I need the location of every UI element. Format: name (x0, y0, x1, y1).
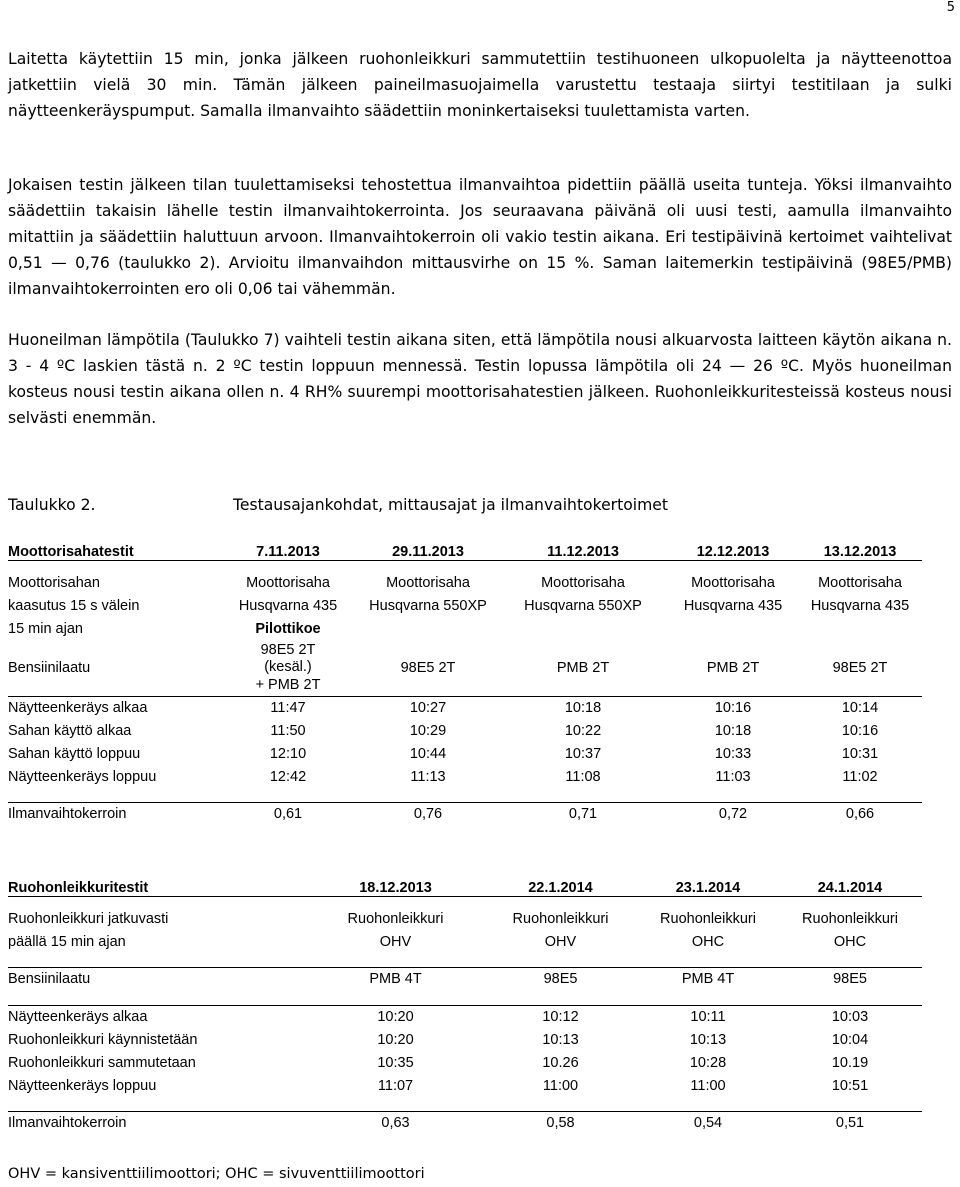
table-row (8, 617, 922, 640)
table-cell: 0,54 (638, 1112, 778, 1135)
table-row (8, 930, 922, 953)
row-label: 15 min ajan (8, 620, 83, 637)
paragraph-2: Jokaisen testin jälkeen tilan tuulettamiseksi tehostettua ilmanvaihtoa pidettiin päällä useita tunteja. Yöksi ilmanvaihto säädettiin takaisin lähelle testin ilmanvaihtokerrointa. Jos seuraavana päivänä oli uusi testi, aamulla ilmanvaihto mitattiin ja säädettiin haluttuun arvoon. Ilmanvaihtokerroin oli vakio testin aikana. Eri testipäivinä kertoimet vaihtelivat 0,51 — 0,76 (taulukko 2). Arvioitu ilmanvaihdon mittausvirhe on 15 %. Saman laitemerkin testipäivinä (98E5/PMB) ilmanvaihtokerrointen ero oli 0,06 tai vähemmän. (8, 176, 952, 298)
row-label: Moottorisahan (8, 574, 100, 591)
table-cell: 0,58 (483, 1112, 638, 1135)
table-cell: 10:44 (409, 745, 447, 762)
table-cell: 11:50 (270, 722, 306, 739)
table-cell: 98E5 (778, 968, 922, 991)
row-label: Ruohonleikkuri käynnistetään (8, 1031, 198, 1048)
table-cell: 10.19 (831, 1054, 869, 1071)
table-cell: 10:37 (564, 745, 602, 762)
chainsaw-header-label: Moottorisahatestit (8, 540, 218, 561)
table-row (8, 907, 922, 930)
fuel-line: (kesäl.) (264, 659, 312, 675)
table-row (8, 1005, 922, 1028)
chainsaw-date: 7.11.2013 (218, 540, 358, 561)
table-cell: 10:35 (377, 1054, 414, 1071)
table-cell: Ruohonleikkuri (512, 910, 609, 927)
table-cell: OHV (379, 933, 412, 950)
mower-date: 23.1.2014 (638, 876, 778, 897)
chainsaw-date: 29.11.2013 (358, 540, 498, 561)
table-cell: Moottorisaha (691, 574, 775, 591)
table-cell: 10:13 (689, 1031, 727, 1048)
table-cell: Ruohonleikkuri (660, 910, 756, 927)
table-cell: PMB 4T (638, 968, 778, 991)
table-cell: 0,71 (498, 803, 668, 826)
table-footnote: OHV = kansiventtiilimoottori; OHC = sivuventtiilimoottori (8, 1166, 425, 1182)
mower-date: 18.12.2013 (308, 876, 483, 897)
page-number: 5 (946, 0, 955, 15)
table-cell: 10:20 (308, 1005, 483, 1028)
chainsaw-date: 11.12.2013 (498, 540, 668, 561)
table-cell: 10:16 (841, 722, 879, 739)
row-label: Näytteenkeräys alkaa (8, 1005, 308, 1028)
table-row (8, 765, 922, 788)
row-label: Ruohonleikkuri sammutetaan (8, 1054, 196, 1071)
table-cell: 11:08 (565, 768, 601, 785)
table-cell: 12:10 (269, 745, 307, 762)
paragraph-1: Laitetta käytettiin 15 min, jonka jälkeen ruohonleikkuri sammutettiin testihuoneen ulkopuolelta ja näytteenottoa jatkettiin vielä 30 min. Tämän jälkeen paineilmasuojaimella varustettu testaaja siirtyi testitilaan ja sulki näytteenkeräyspumput. Samalla ilmanvaihto säädettiin moninkertaiseksi tuulettamista varten. (8, 50, 952, 120)
table-cell: 0,66 (798, 803, 922, 826)
row-label: kaasutus 15 s välein (8, 597, 140, 614)
row-label: Ruohonleikkuri jatkuvasti (8, 910, 169, 927)
chainsaw-tests-table (8, 540, 922, 826)
row-label: Sahan käyttö loppuu (8, 745, 141, 762)
table-title: Testausajankohdat, mittausajat ja ilmanvaihtokertoimet (233, 496, 668, 514)
table-row (8, 719, 922, 742)
table-cell: 0,51 (778, 1112, 922, 1135)
table-cell: 10:03 (778, 1005, 922, 1028)
row-label: Ilmanvaihtokerroin (8, 803, 218, 826)
table-cell: Husqvarna 435 (810, 597, 910, 614)
table-cell: 10:28 (689, 1054, 727, 1071)
table-cell: 10:12 (483, 1005, 638, 1028)
chainsaw-date: 12.12.2013 (668, 540, 798, 561)
mower-header-label: Ruohonleikkuritestit (8, 876, 308, 897)
table-cell: PMB 4T (308, 968, 483, 991)
table-cell: OHC (833, 933, 867, 950)
table-cell: 10:33 (714, 745, 752, 762)
row-label: Bensiinilaatu (8, 659, 91, 676)
row-label: Näytteenkeräys loppuu (8, 768, 157, 785)
table-cell: 10:31 (841, 745, 879, 762)
table-row (8, 1074, 922, 1097)
table-cell: PMB 2T (706, 659, 760, 676)
table-cell: 98E5 2T (832, 659, 888, 676)
fuel-line: + PMB 2T (255, 676, 321, 693)
row-label: Bensiinilaatu (8, 968, 308, 991)
table-cell: Ruohonleikkuri (802, 910, 898, 927)
chainsaw-header-row (8, 540, 922, 561)
table-cell: Husqvarna 435 (683, 597, 783, 614)
table-cell: 11:07 (377, 1077, 414, 1094)
table-cell: 0,61 (218, 803, 358, 826)
row-label: Näytteenkeräys alkaa (8, 696, 218, 719)
table-cell: 10:18 (498, 696, 668, 719)
table-cell: 10:11 (638, 1005, 778, 1028)
table-cell: 10:16 (668, 696, 798, 719)
table-cell: OHV (544, 933, 577, 950)
table-row (8, 1051, 922, 1074)
table-cell: 98E5 2T (400, 659, 456, 676)
table-cell: Moottorisaha (541, 574, 625, 591)
chainsaw-date: 13.12.2013 (798, 540, 922, 561)
table-cell: 11:02 (842, 768, 878, 785)
table-cell: 98E5 (483, 968, 638, 991)
row-label: päällä 15 min ajan (8, 933, 126, 950)
table-cell: 0,76 (358, 803, 498, 826)
table-cell: PMB 2T (556, 659, 610, 676)
table-cell: Ruohonleikkuri (347, 910, 444, 927)
mower-header-row (8, 876, 922, 897)
table-cell: 10:04 (831, 1031, 869, 1048)
table-cell: 10:22 (564, 722, 602, 739)
table-cell: 11:03 (715, 768, 751, 785)
table-cell: 11:00 (542, 1077, 579, 1094)
mower-date: 24.1.2014 (778, 876, 922, 897)
table-cell: Husqvarna 435 (238, 597, 338, 614)
table-cell: Husqvarna 550XP (369, 597, 487, 614)
table-row (8, 1028, 922, 1051)
table-cell: 11:13 (410, 768, 446, 785)
row-label: Sahan käyttö alkaa (8, 722, 132, 739)
mower-tests-table (8, 876, 922, 1135)
mower-date: 22.1.2014 (483, 876, 638, 897)
pilot-test-label: Pilottikoe (255, 620, 321, 637)
table-cell: 11:47 (218, 696, 358, 719)
table-cell: Moottorisaha (246, 574, 330, 591)
table-cell: 10:27 (358, 696, 498, 719)
fuel-cell-multiline (218, 640, 358, 696)
table-row (8, 696, 922, 719)
table-row (8, 640, 922, 696)
table-cell: OHC (691, 933, 725, 950)
table-cell: 10.26 (542, 1054, 579, 1071)
table-cell: Moottorisaha (386, 574, 470, 591)
table-row (8, 1112, 922, 1135)
table-cell: 10:14 (798, 696, 922, 719)
table-cell: 10:18 (714, 722, 752, 739)
table-cell: 10:20 (377, 1031, 414, 1048)
table-row (8, 803, 922, 826)
table-cell: Husqvarna 550XP (524, 597, 642, 614)
row-label: Ilmanvaihtokerroin (8, 1112, 308, 1135)
table-row (8, 742, 922, 765)
table-cell: 10:13 (542, 1031, 579, 1048)
table-cell: 11:00 (690, 1077, 726, 1094)
table-label: Taulukko 2. (8, 496, 96, 514)
fuel-line: 98E5 2T (260, 641, 316, 658)
table-row (8, 594, 922, 617)
row-label: Näytteenkeräys loppuu (8, 1077, 157, 1094)
table-cell: 12:42 (269, 768, 307, 785)
table-cell: 0,63 (308, 1112, 483, 1135)
table-row (8, 571, 922, 594)
table-row (8, 968, 922, 991)
paragraph-3: Huoneilman lämpötila (Taulukko 7) vaihteli testin aikana siten, että lämpötila nousi alkuarvosta laitteen käytön aikana n. 3 - 4 ºC laskien tästä n. 2 ºC testin loppuun mennessä. Testin lopussa lämpötila oli 24 — 26 ºC. Myös huoneilman kosteus nousi testin aikana ollen n. 4 RH% suurempi moottorisahatestien jälkeen. Ruohonleikkuritesteissä kosteus nousi selvästi enemmän. (8, 331, 952, 427)
table-cell: 0,72 (668, 803, 798, 826)
table-cell: Moottorisaha (818, 574, 902, 591)
table-cell: 10:51 (831, 1077, 869, 1094)
table-cell: 10:29 (409, 722, 447, 739)
